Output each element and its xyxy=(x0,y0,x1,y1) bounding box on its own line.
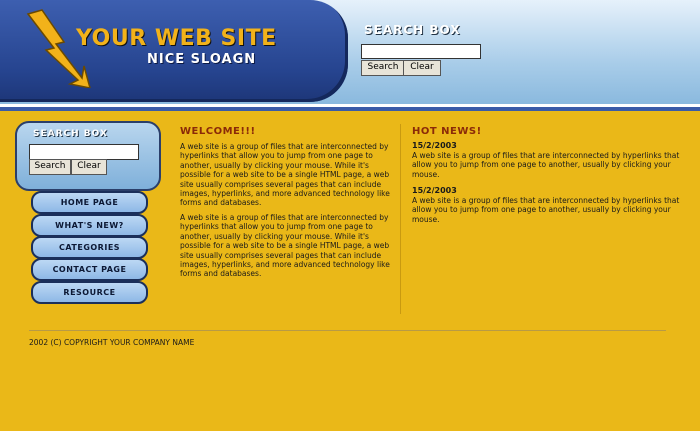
header xyxy=(0,0,700,104)
footer-divider xyxy=(29,330,666,331)
header-search-button[interactable]: Search xyxy=(361,60,405,76)
sidebar-search-box xyxy=(15,121,161,191)
nav-home-page[interactable]: HOME PAGE xyxy=(31,191,148,214)
welcome-paragraph-1: A web site is a group of files that are interconnected by hyperlinks that allow you to jump from one page to another, usually by clicking your mouse. While it's possible for a web site to be a single HTML page, a web site usually comprises several pages that can include images, hyperlinks, and more advanced technology like forms and databases. xyxy=(180,142,390,208)
sidebar-search-title: SEARCH BOX xyxy=(33,129,108,139)
header-divider-blue xyxy=(0,107,700,111)
news-text-2: A web site is a group of files that are interconnected by hyperlinks that allow you to jump from one page to another, usually by clicking your mouse. xyxy=(412,196,680,224)
nav-categories[interactable]: CATEGORIES xyxy=(31,236,148,259)
news-date-2: 15/2/2003 xyxy=(412,186,457,195)
column-divider xyxy=(400,124,401,314)
site-slogan: NICE SLOAGN xyxy=(147,52,257,67)
sidebar-search-input[interactable] xyxy=(29,144,139,160)
header-search-input[interactable] xyxy=(361,44,481,59)
welcome-paragraph-2: A web site is a group of files that are interconnected by hyperlinks that allow you to jump from one page to another, usually by clicking your mouse. While it's possible for a web site to be a single HTML page, a web site usually comprises several pages that can include images, hyperlinks, and more advanced technology like forms and databases. xyxy=(180,213,390,279)
logo-panel xyxy=(0,0,348,102)
welcome-title: WELCOME!!! xyxy=(180,126,256,137)
site-title[interactable]: YOUR WEB SITE xyxy=(76,26,277,51)
header-search-title: SEARCH BOX xyxy=(364,23,461,37)
sidebar-search-button[interactable]: Search xyxy=(29,159,71,175)
nav-whats-new[interactable]: WHAT'S NEW? xyxy=(31,214,148,237)
sidebar-clear-button[interactable]: Clear xyxy=(71,159,107,175)
nav-contact-page[interactable]: CONTACT PAGE xyxy=(31,258,148,281)
footer-copyright: 2002 (C) COPYRIGHT YOUR COMPANY NAME xyxy=(29,338,195,347)
nav-resource[interactable]: RESOURCE xyxy=(31,281,148,304)
header-clear-button[interactable]: Clear xyxy=(403,60,441,76)
news-text-1: A web site is a group of files that are interconnected by hyperlinks that allow you to jump from one page to another, usually by clicking your mouse. xyxy=(412,151,680,179)
news-title: HOT NEWS! xyxy=(412,126,482,137)
news-date-1: 15/2/2003 xyxy=(412,141,457,150)
